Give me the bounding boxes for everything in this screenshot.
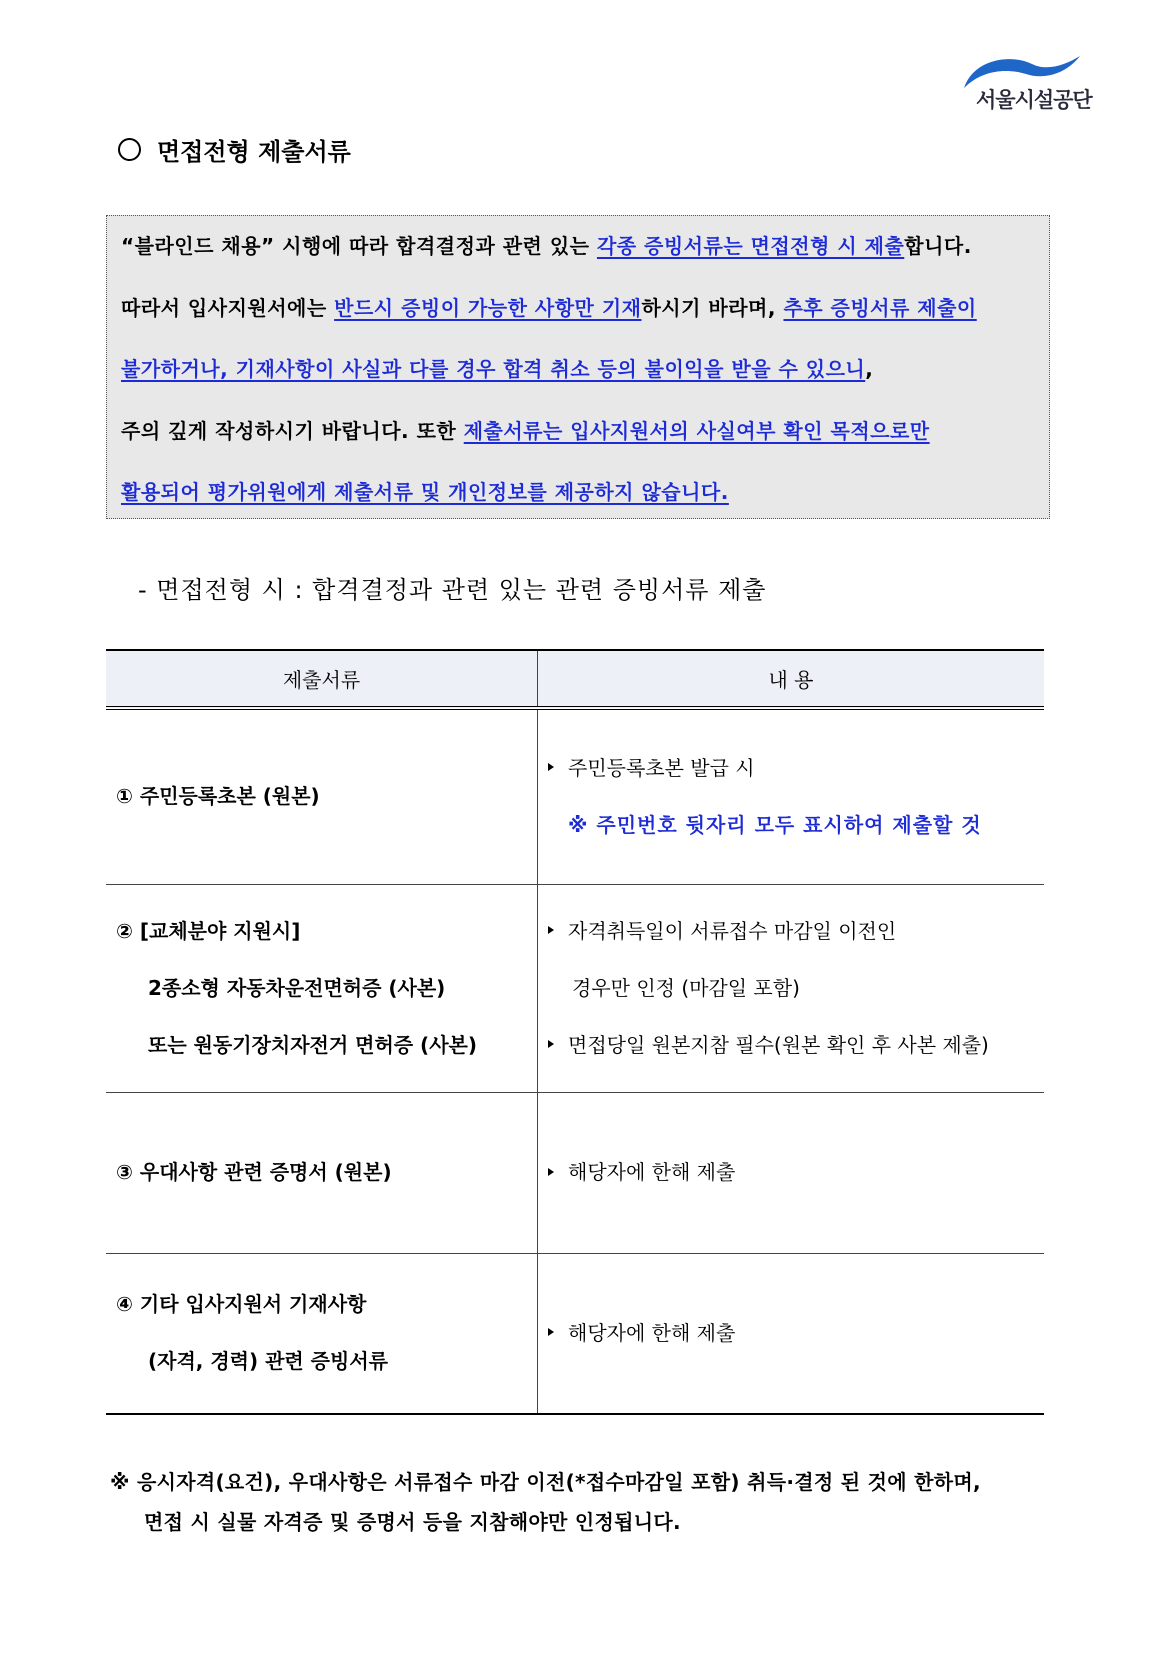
section-title-text: 면접전형 제출서류 (157, 138, 351, 166)
notice-emphasis: 활용되어 평가위원에게 제출서류 및 개인정보를 제공하지 않습니다. (121, 480, 729, 504)
notice-emphasis: 반드시 증빙이 가능한 사항만 기재 (334, 295, 642, 320)
table-row (106, 1092, 1044, 1253)
section-title (118, 132, 351, 167)
document-cell (106, 884, 538, 1092)
notice-emphasis: 불가하거나, 기재사항이 사실과 다를 경우 합격 취소 등의 불이익을 받을 수 있으니 (121, 357, 866, 381)
content-note (548, 797, 1043, 854)
document-cell (106, 708, 538, 884)
content-text: 주민등록초본 발급 시 (568, 755, 755, 780)
notice-text: 따라서 입사지원서에는 (121, 295, 335, 320)
triangle-bullet-icon (548, 1040, 554, 1048)
content-cell (538, 1253, 1045, 1414)
content-item (548, 1305, 1043, 1362)
triangle-bullet-icon (548, 926, 554, 934)
content-cell (538, 1092, 1045, 1253)
notice-text: , (865, 357, 874, 381)
notice-line (121, 339, 1035, 401)
logo-text: 서울시설공단 (976, 88, 1092, 112)
document-name: ② [교체분야 지원시] (116, 918, 301, 943)
footnote-line: ※ 응시자격(요건), 우대사항은 서류접수 마감 이전(*접수마감일 포함) 취득·결정 된 것에 한하며, (110, 1470, 981, 1494)
document-name: 2종소형 자동차운전면허증 (사본) (148, 975, 446, 1000)
document-cell (106, 1253, 538, 1414)
notice-box (106, 215, 1050, 519)
notice-line (121, 401, 1035, 463)
document-name: ① 주민등록초본 (원본) (116, 784, 320, 809)
header-content: 내 용 (538, 650, 1045, 708)
content-text: 해당자에 한해 제출 (568, 1160, 736, 1184)
notice-emphasis: 각종 증빙서류는 면접전형 시 제출 (596, 234, 905, 258)
notice-text: “블라인드 채용” 시행에 따라 합격결정과 관련 있는 (121, 234, 597, 258)
content-item (548, 1017, 1043, 1074)
table-row (106, 884, 1044, 1092)
table-row (106, 708, 1044, 884)
table-row (106, 1253, 1044, 1414)
notice-text: 하시기 바라며, (641, 295, 784, 320)
document-name: (자격, 경력) 관련 증빙서류 (148, 1349, 388, 1374)
footnote-line: 면접 시 실물 자격증 및 증명서 등을 지참해야만 인정됩니다. (144, 1510, 681, 1534)
notice-line (121, 216, 1035, 278)
notice-emphasis: 제출서류는 입사지원서의 사실여부 확인 목적으로만 (463, 418, 930, 443)
content-cell (538, 708, 1045, 884)
circle-bullet-icon (118, 138, 141, 161)
subheading: - 면접전형 시 : 합격결정과 관련 있는 관련 증빙서류 제출 (138, 576, 767, 604)
notice-line (121, 278, 1035, 340)
content-text: 해당자에 한해 제출 (568, 1320, 736, 1345)
content-text: 면접당일 원본지참 필수(원본 확인 후 사본 제출) (568, 1032, 989, 1057)
content-continuation (548, 960, 1043, 1017)
content-item (548, 903, 1043, 960)
notice-line (121, 462, 1035, 524)
document-cell (106, 1092, 538, 1253)
footnote (110, 1462, 981, 1542)
triangle-bullet-icon (548, 763, 554, 771)
logo (960, 52, 1090, 114)
notice-text: 주의 깊게 작성하시기 바랍니다. 또한 (121, 418, 464, 443)
content-cell (538, 884, 1045, 1092)
content-text: ※ 주민번호 뒷자리 모두 표시하여 제출할 것 (568, 812, 982, 837)
notice-text: 합니다. (904, 234, 972, 258)
documents-table (106, 649, 1044, 1415)
table-header-row (106, 650, 1044, 708)
content-text: 자격취득일이 서류접수 마감일 이전인 (568, 918, 897, 943)
content-text: 경우만 인정 (마감일 포함) (572, 975, 800, 1000)
triangle-bullet-icon (548, 1328, 554, 1336)
document-name: ④ 기타 입사지원서 기재사항 (116, 1292, 367, 1317)
content-item (548, 740, 1043, 797)
notice-emphasis: 추후 증빙서류 제출이 (783, 295, 977, 320)
content-item (548, 1144, 1043, 1201)
header-documents: 제출서류 (106, 650, 538, 708)
document-name: 또는 원동기장치자전거 면허증 (사본) (148, 1032, 477, 1057)
triangle-bullet-icon (548, 1168, 554, 1176)
document-name: ③ 우대사항 관련 증명서 (원본) (116, 1160, 392, 1184)
